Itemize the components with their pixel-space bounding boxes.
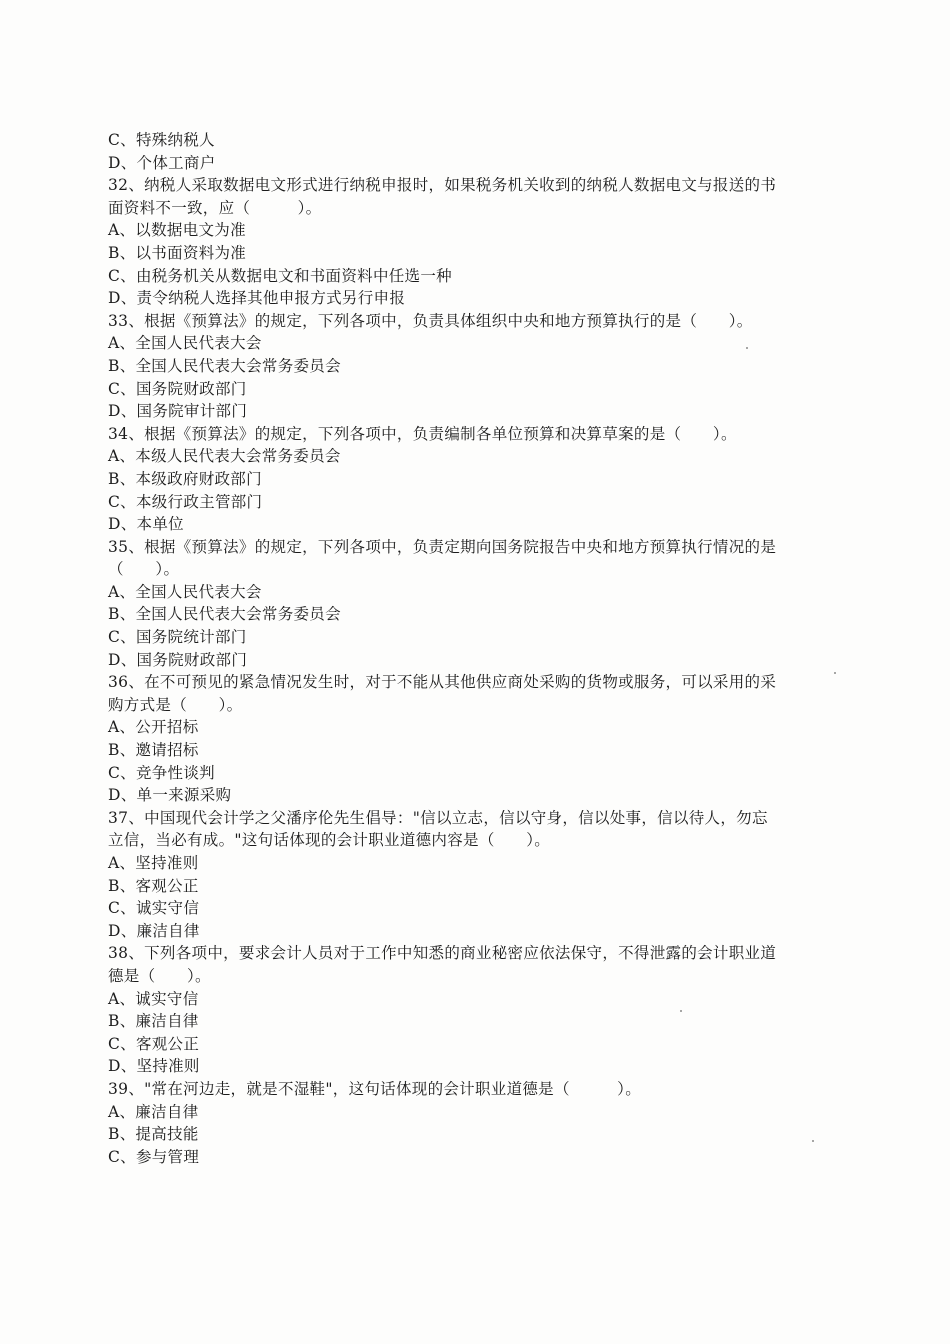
option-line: B、提高技能 xyxy=(108,1125,199,1144)
question-32-stem-cont: 面资料不一致，应（ ）。 xyxy=(108,198,322,217)
question-39-stem: 39、"常在河边走，就是不湿鞋"，这句话体现的会计职业道德是（ ）。 xyxy=(108,1079,642,1098)
option-line: D、单一来源采购 xyxy=(108,786,232,805)
question-35-stem-cont: （ ）。 xyxy=(108,560,180,579)
question-38-stem-cont: 德是（ ）。 xyxy=(108,966,211,985)
question-36-stem: 36、在不可预见的紧急情况发生时，对于不能从其他供应商处采购的货物或服务，可以采用的采 xyxy=(108,673,777,692)
option-line: D、个体工商户 xyxy=(108,153,216,172)
question-38-stem: 38、下列各项中，要求会计人员对于工作中知悉的商业秘密应依法保守，不得泄露的会计职业道 xyxy=(108,944,777,963)
question-36-stem-cont: 购方式是（ ）。 xyxy=(108,695,243,714)
option-line: A、诚实守信 xyxy=(108,989,199,1008)
option-line: A、全国人民代表大会 xyxy=(108,582,262,601)
scan-speck xyxy=(834,672,836,674)
option-line: C、客观公正 xyxy=(108,1034,200,1053)
option-line: D、廉洁自律 xyxy=(108,921,200,940)
option-line: B、全国人民代表大会常务委员会 xyxy=(108,605,341,624)
scan-speck xyxy=(812,1140,814,1142)
option-line: B、邀请招标 xyxy=(108,741,199,760)
option-line: A、以数据电文为准 xyxy=(108,221,246,240)
question-35-stem: 35、根据《预算法》的规定，下列各项中，负责定期向国务院报告中央和地方预算执行情况的是 xyxy=(108,537,777,556)
option-line: B、以书面资料为准 xyxy=(108,243,247,262)
option-line: A、公开招标 xyxy=(108,718,199,737)
option-line: B、客观公正 xyxy=(108,876,199,895)
option-line: B、廉洁自律 xyxy=(108,1012,199,1031)
question-32-stem: 32、纳税人采取数据电文形式进行纳税申报时，如果税务机关收到的纳税人数据电文与报送的书 xyxy=(108,176,777,195)
question-37-stem-cont: 立信，当必有成。"这句话体现的会计职业道德内容是（ ）。 xyxy=(108,831,551,850)
option-line: A、廉洁自律 xyxy=(108,1102,199,1121)
option-line: C、本级行政主管部门 xyxy=(108,492,263,511)
question-text-block xyxy=(108,129,838,1168)
option-line: C、特殊纳税人 xyxy=(108,131,215,149)
scan-speck xyxy=(680,1010,682,1012)
option-line: C、诚实守信 xyxy=(108,899,200,918)
option-line: B、全国人民代表大会常务委员会 xyxy=(108,356,341,375)
option-line: D、国务院财政部门 xyxy=(108,650,248,669)
scan-speck xyxy=(746,347,748,349)
option-line: C、国务院统计部门 xyxy=(108,628,247,647)
option-line: B、本级政府财政部门 xyxy=(108,469,262,488)
option-line: C、由税务机关从数据电文和书面资料中任选一种 xyxy=(108,266,452,285)
option-line: D、责令纳税人选择其他申报方式另行申报 xyxy=(108,289,406,308)
option-line: C、参与管理 xyxy=(108,1147,200,1166)
question-34-stem: 34、根据《预算法》的规定，下列各项中，负责编制各单位预算和决算草案的是（ ）。 xyxy=(108,424,737,443)
option-line: A、本级人民代表大会常务委员会 xyxy=(108,447,341,466)
option-line: A、坚持准则 xyxy=(108,854,199,872)
option-line: D、坚持准则 xyxy=(108,1057,200,1076)
question-33-stem: 33、根据《预算法》的规定，下列各项中，负责具体组织中央和地方预算执行的是（ ）。 xyxy=(108,311,753,330)
option-line: C、竞争性谈判 xyxy=(108,763,215,782)
question-37-stem: 37、中国现代会计学之父潘序伦先生倡导："信以立志，信以守身，信以处事，信以待人，勿忘 xyxy=(108,808,768,827)
option-line: D、国务院审计部门 xyxy=(108,402,248,421)
option-line: A、全国人民代表大会 xyxy=(108,334,262,353)
option-line: C、国务院财政部门 xyxy=(108,379,247,398)
option-line: D、本单位 xyxy=(108,515,184,534)
